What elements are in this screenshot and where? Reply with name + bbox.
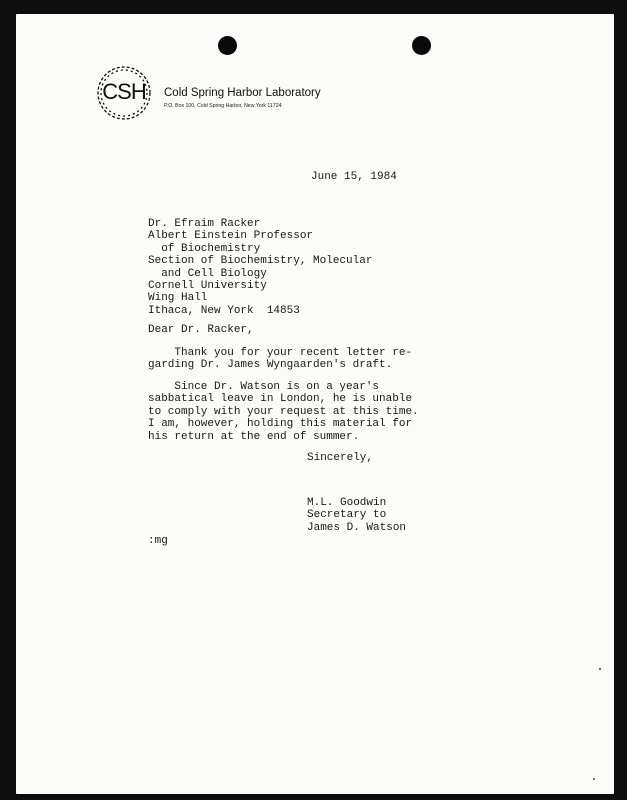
recipient-line: Albert Einstein Professor <box>148 230 314 243</box>
body-line: I am, however, holding this material for <box>148 418 413 431</box>
recipient-line: Cornell University <box>148 280 267 292</box>
recipient-line: and Cell Biology <box>148 267 267 280</box>
organization-name: Cold Spring Harbor Laboratory <box>164 87 321 99</box>
recipient-line: Section of Biochemistry, Molecular <box>148 255 373 268</box>
closing: Sincerely, <box>307 452 374 464</box>
salutation: Dear Dr. Racker, <box>148 324 254 336</box>
recipient-line: of Biochemistry <box>148 242 261 255</box>
punch-hole-left <box>218 36 237 55</box>
recipient-line: Wing Hall <box>148 292 208 305</box>
signature-line: Secretary to <box>307 509 387 522</box>
body-line: to comply with your request at this time. <box>148 405 419 418</box>
punch-hole-right <box>412 36 431 55</box>
logo-lettering: CSH <box>102 79 146 104</box>
signature-line: James D. Watson <box>307 521 407 534</box>
body-line: his return at the end of summer. <box>148 430 360 443</box>
signature-line: M.L. Goodwin <box>307 497 387 509</box>
typist-initials: :mg <box>148 535 168 547</box>
body-line: Thank you for your recent letter re- <box>148 347 413 359</box>
body-line: Since Dr. Watson is on a year's <box>148 381 380 393</box>
organization-address: P.O. Box 100, Cold Spring Harbor, New York 11724 <box>164 103 282 109</box>
paper-speck <box>599 668 601 670</box>
recipient-line: Dr. Efraim Racker <box>148 218 261 230</box>
csh-logo <box>94 63 154 123</box>
letter-date: June 15, 1984 <box>311 171 397 183</box>
paper-speck <box>593 778 595 780</box>
body-line: sabbatical leave in London, he is unable <box>148 393 413 406</box>
recipient-line: Ithaca, New York 14853 <box>148 304 300 317</box>
body-line: garding Dr. James Wyngaarden's draft. <box>148 359 393 372</box>
